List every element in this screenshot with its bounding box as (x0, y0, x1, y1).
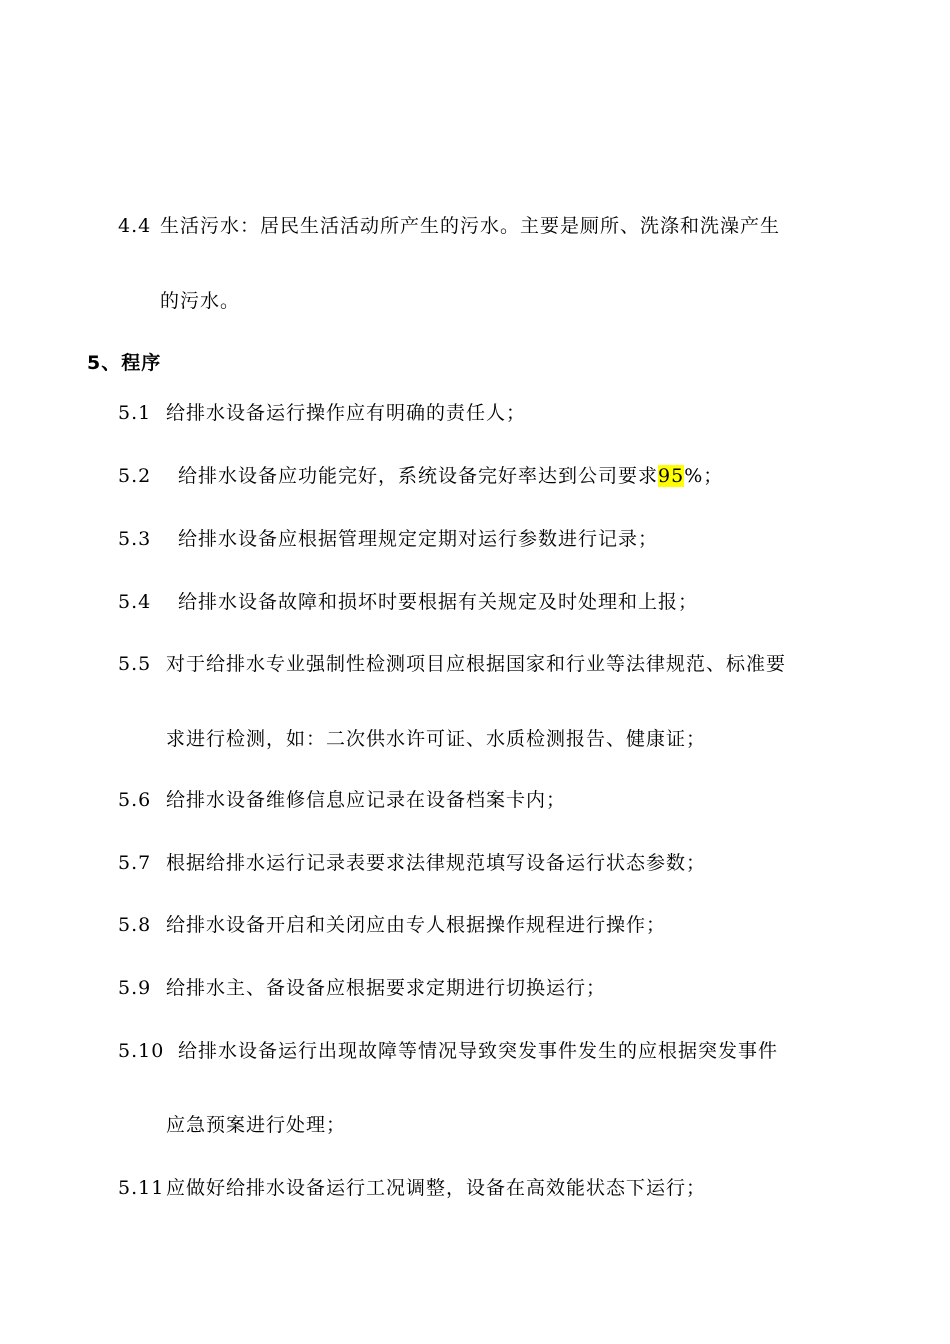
section-5-3 (118, 526, 658, 552)
section-number: 5.7 (118, 852, 152, 874)
section-5-1 (118, 400, 526, 426)
section-text: 生活污水：居民生活活动所产生的污水。主要是厕所、洗涤和洗澡产生 (160, 215, 781, 237)
section-text: 根据给排水运行记录表要求法律规范填写设备运行状态参数； (166, 852, 707, 874)
section-number: 5.4 (118, 591, 152, 613)
section-5-6 (118, 787, 566, 813)
section-text: 给排水设备故障和损坏时要根据有关规定及时处理和上报； (178, 591, 699, 613)
section-text: 对于给排水专业强制性检测项目应根据国家和行业等法律规范、标准要 (166, 653, 787, 675)
highlighted-value: 95 (658, 465, 685, 487)
section-4-4-line2: 的污水。 (160, 290, 241, 312)
section-5-5-line2: 求进行检测，如：二次供水许可证、水质检测报告、健康证； (166, 728, 707, 750)
section-text: 给排水设备维修信息应记录在设备档案卡内； (166, 789, 567, 811)
section-number: 5.5 (118, 653, 152, 675)
section-heading-5: 5、程序 (87, 352, 162, 374)
section-5-10-line1 (118, 1038, 778, 1064)
section-number: 4.4 (118, 215, 152, 237)
section-text: 给排水设备运行操作应有明确的责任人； (166, 402, 527, 424)
section-text: 给排水设备应根据管理规定定期对运行参数进行记录； (178, 528, 659, 550)
section-number: 5.11 (118, 1177, 165, 1199)
section-text: 给排水设备应功能完好，系统设备完好率达到公司要求 (178, 465, 659, 487)
section-5-5-line1 (118, 651, 786, 677)
section-5-4 (118, 589, 698, 615)
section-number: 5.1 (118, 402, 152, 424)
section-5-2 (118, 463, 723, 489)
section-text: 给排水设备运行出现故障等情况导致突发事件发生的应根据突发事件 (178, 1040, 779, 1062)
section-number: 5.2 (118, 465, 152, 487)
section-number: 5.9 (118, 977, 152, 999)
section-text: 应做好给排水设备运行工况调整，设备在高效能状态下运行； (166, 1177, 707, 1199)
section-5-11 (118, 1175, 706, 1201)
section-text-end: %； (684, 465, 724, 487)
section-number: 5.8 (118, 914, 152, 936)
section-5-10-line2: 应急预案进行处理； (166, 1114, 347, 1136)
section-text: 给排水主、备设备应根据要求定期进行切换运行； (166, 977, 607, 999)
section-5-9 (118, 975, 606, 1001)
section-number: 5.6 (118, 789, 152, 811)
section-5-7 (118, 850, 706, 876)
section-5-8 (118, 912, 666, 938)
section-4-4-line1 (118, 213, 780, 239)
section-number: 5.3 (118, 528, 152, 550)
section-text: 给排水设备开启和关闭应由专人根据操作规程进行操作； (166, 914, 667, 936)
section-number: 5.10 (118, 1040, 165, 1062)
